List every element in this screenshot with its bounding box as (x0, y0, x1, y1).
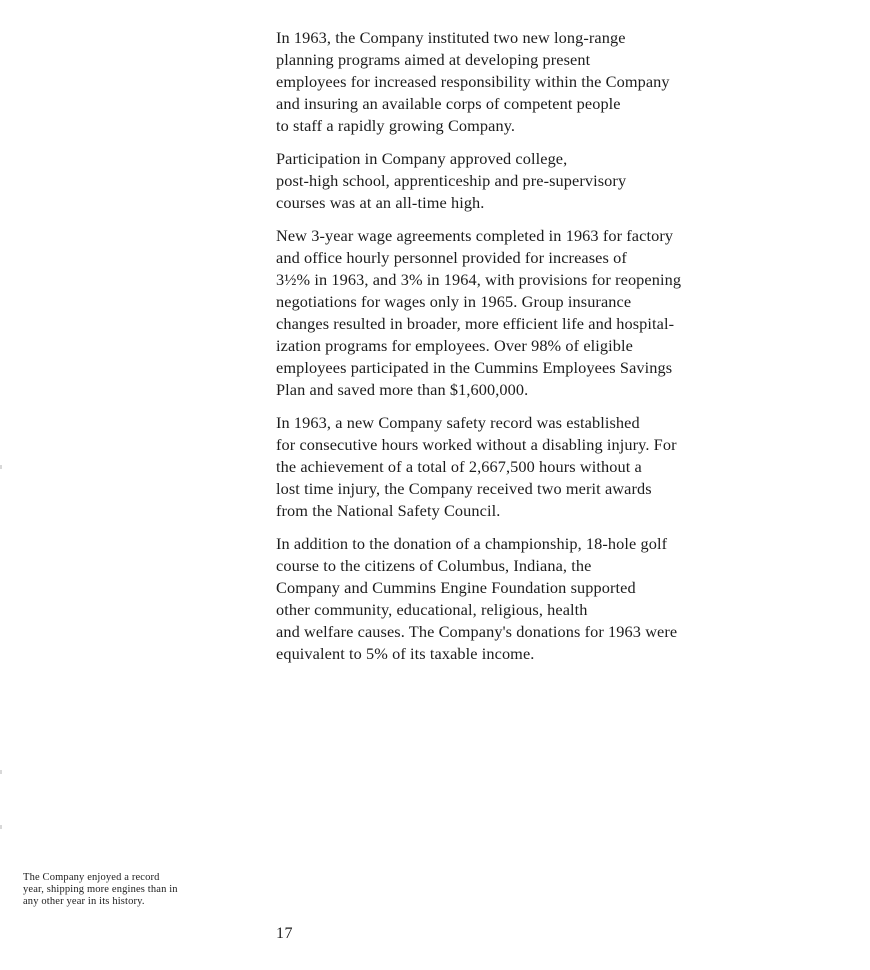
paragraph-education-participation (276, 148, 726, 214)
scan-edge-mark (0, 465, 2, 469)
paragraph-safety-record (276, 412, 726, 522)
text-line: In 1963, a new Company safety record was established (276, 413, 640, 432)
text-line: Company and Cummins Engine Foundation supported (276, 578, 636, 597)
text-line: employees participated in the Cummins Employees Savings (276, 358, 673, 377)
text-line: 3½% in 1963, and 3% in 1964, with provisions for reopening (276, 270, 682, 289)
text-line: and insuring an available corps of competent people (276, 94, 621, 113)
text-line: post-high school, apprenticeship and pre-supervisory (276, 171, 627, 190)
scan-edge-mark (0, 825, 2, 829)
text-line: courses was at an all-time high. (276, 193, 485, 212)
text-line: In addition to the donation of a championship, 18-hole golf (276, 534, 668, 553)
text-line: negotiations for wages only in 1965. Group insurance (276, 292, 632, 311)
paragraph-community-donations (276, 533, 726, 665)
text-line: planning programs aimed at developing present (276, 50, 591, 69)
caption-line: year, shipping more engines than in (23, 884, 178, 895)
text-line: In 1963, the Company instituted two new long-range (276, 28, 626, 47)
text-line: ization programs for employees. Over 98% of eligible (276, 336, 633, 355)
caption-line: The Company enjoyed a record (23, 872, 160, 883)
text-line: employees for increased responsibility within the Company (276, 72, 670, 91)
text-line: Plan and saved more than $1,600,000. (276, 380, 529, 399)
text-line: from the National Safety Council. (276, 501, 501, 520)
text-line: lost time injury, the Company received two merit awards (276, 479, 652, 498)
paragraph-wage-agreements (276, 225, 726, 401)
text-line: course to the citizens of Columbus, Indiana, the (276, 556, 592, 575)
text-line: the achievement of a total of 2,667,500 hours without a (276, 457, 642, 476)
paragraph-planning-programs (276, 27, 726, 137)
text-line: changes resulted in broader, more efficient life and hospital- (276, 314, 675, 333)
text-line: for consecutive hours worked without a disabling injury. For (276, 435, 677, 454)
text-line: and welfare causes. The Company's donations for 1963 were (276, 622, 678, 641)
page-number: 17 (276, 925, 293, 942)
body-text (276, 27, 726, 676)
text-line: other community, educational, religious, health (276, 600, 588, 619)
text-line: New 3-year wage agreements completed in 1963 for factory (276, 226, 674, 245)
photo-caption (23, 872, 178, 908)
text-line: to staff a rapidly growing Company. (276, 116, 516, 135)
caption-line: any other year in its history. (23, 896, 145, 907)
scan-edge-mark (0, 770, 2, 774)
text-line: and office hourly personnel provided for increases of (276, 248, 627, 267)
text-line: equivalent to 5% of its taxable income. (276, 644, 535, 663)
text-line: Participation in Company approved college, (276, 149, 568, 168)
